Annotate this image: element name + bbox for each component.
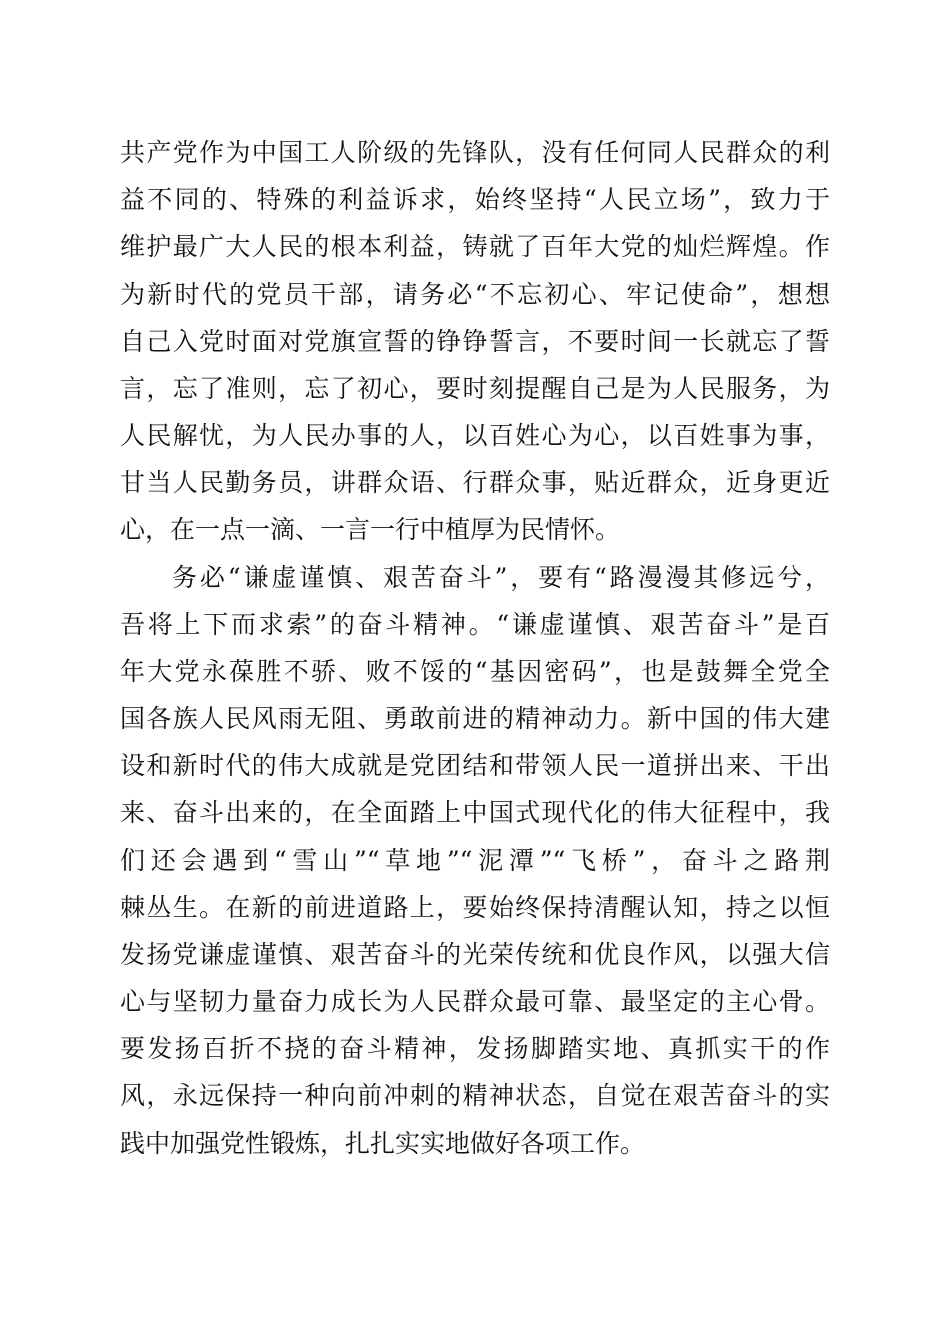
- text-line: 棘丛生。在新的前进道路上，要始终保持清醒认知，持之以恒: [120, 893, 830, 922]
- text-line: 设和新时代的伟大成就是党团结和带领人民一道拼出来、干出: [120, 751, 830, 780]
- text-line: 人民解忧，为人民办事的人，以百姓心为心，以百姓事为事，: [120, 421, 830, 450]
- text-line: 共产党作为中国工人阶级的先锋队，没有任何同人民群众的利: [120, 138, 830, 167]
- text-line: 来、奋斗出来的，在全面踏上中国式现代化的伟大征程中，我: [120, 798, 830, 827]
- text-line: 发扬党谦虚谨慎、艰苦奋斗的光荣传统和优良作风，以强大信: [120, 940, 830, 969]
- text-line: 为新时代的党员干部，请务必“不忘初心、牢记使命”，想想: [120, 280, 830, 309]
- text-line: 甘当人民勤务员，讲群众语、行群众事，贴近群众，近身更近: [120, 468, 830, 497]
- text-line: 维护最广大人民的根本利益，铸就了百年大党的灿烂辉煌。作: [120, 232, 830, 261]
- text-line: 风，永远保持一种向前冲刺的精神状态，自觉在艰苦奋斗的实: [120, 1081, 830, 1110]
- text-line: 心与坚韧力量奋力成长为人民群众最可靠、最坚定的主心骨。: [120, 987, 830, 1016]
- text-line: 言，忘了准则，忘了初心，要时刻提醒自己是为人民服务，为: [120, 374, 830, 403]
- text-line: 益不同的、特殊的利益诉求，始终坚持“人民立场”，致力于: [120, 185, 830, 214]
- text-line: 务必“谦虚谨慎、艰苦奋斗”，要有“路漫漫其修远兮，: [172, 563, 830, 592]
- text-line: 国各族人民风雨无阻、勇敢前进的精神动力。新中国的伟大建: [120, 704, 830, 733]
- text-line: 要发扬百折不挠的奋斗精神，发扬脚踏实地、真抓实干的作: [120, 1034, 830, 1063]
- text-line: 自己入党时面对党旗宣誓的铮铮誓言，不要时间一长就忘了誓: [120, 327, 830, 356]
- text-line: 践中加强党性锻炼，扎扎实实地做好各项工作。: [120, 1129, 646, 1158]
- text-line: 年大党永葆胜不骄、败不馁的“基因密码”，也是鼓舞全党全: [120, 657, 830, 686]
- text-line: 吾将上下而求索”的奋斗精神。“谦虚谨慎、艰苦奋斗”是百: [120, 610, 830, 639]
- text-line: 心，在一点一滴、一言一行中植厚为民情怀。: [120, 515, 621, 544]
- text-line: 们还会遇到“雪山”“草地”“泥潭”“飞桥”，奋斗之路荆: [120, 846, 830, 875]
